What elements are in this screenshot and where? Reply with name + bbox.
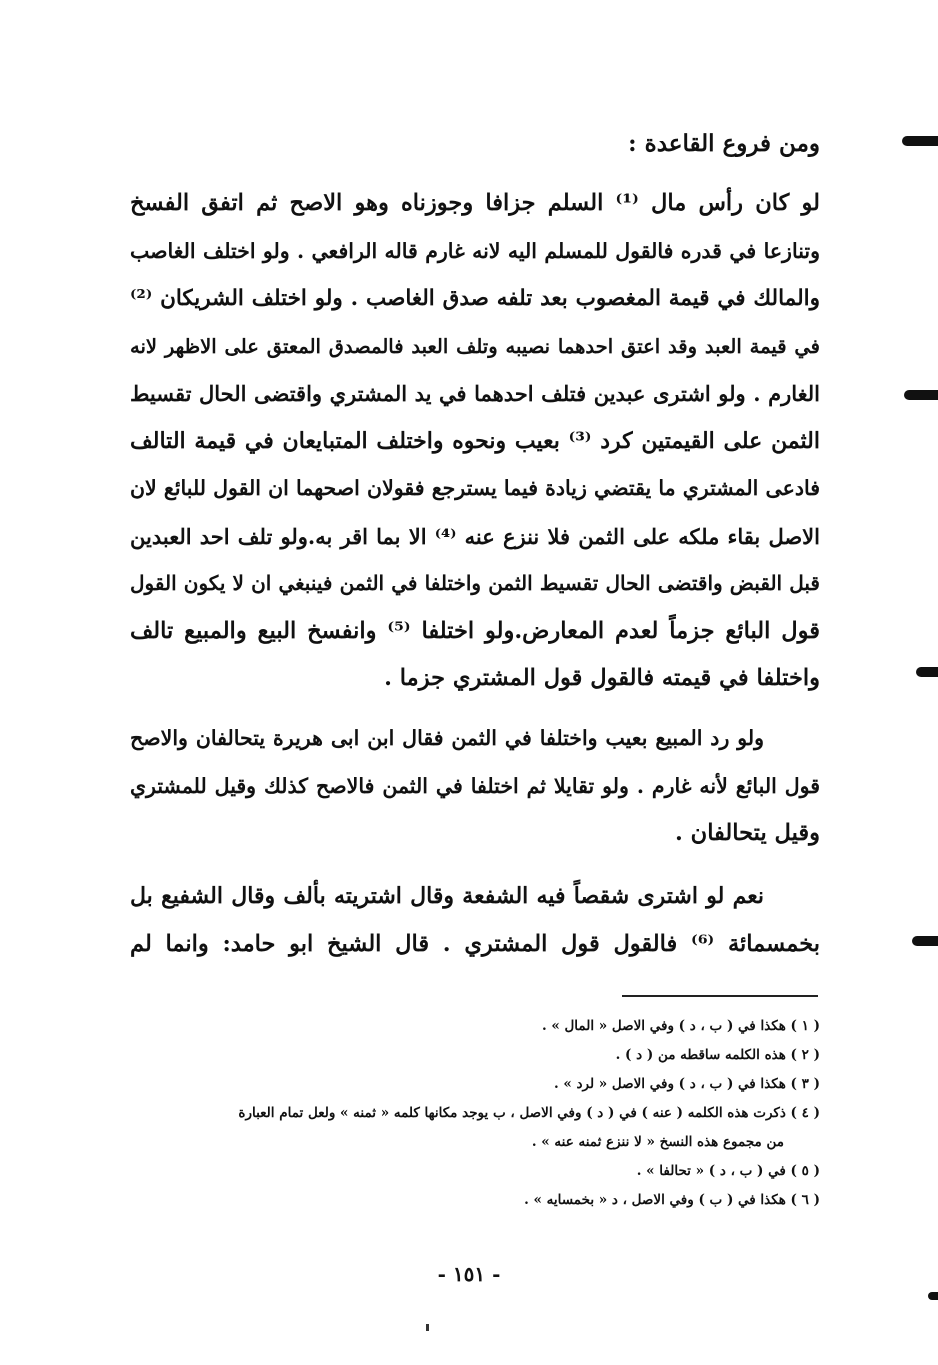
footnote: ( ١ ) هكذا في ( ب ، د ) وفي الاصل « المال » . [541, 1018, 820, 1034]
text-line: وقيل يتحالفان . [675, 820, 820, 846]
text-line: الغارم . ولو اشترى عبدين فتلف احدهما في يد المشتري واقتضى الحال تقسيط [130, 381, 820, 406]
text-line: قول البائع جزماً لعدم المعارض.ولو اختلفا ⁽⁵⁾ وانفسخ البيع والمبيع تالف [130, 617, 820, 644]
section-heading: ومن فروع القاعدة : [628, 130, 820, 157]
text-line: بخمسمائة ⁽⁶⁾ فالقول قول المشتري . قال الشيخ ابو حامد: وانما لم [130, 930, 821, 957]
paragraph-2 [130, 715, 820, 858]
footnote-continuation: من مجموع هذه النسخ « لا ننزع ثمنه عنه » . [531, 1134, 784, 1150]
text-line: قبل القبض واقتضى الحال تقسيط الثمن واختلفا في الثمن فينبغي ان لا يكون القول [130, 571, 820, 595]
text-line: الاصل بقاء ملكه على الثمن فلا ننزع عنه ⁽⁴⁾ الا بما اقر به.ولو تلف احد العبدين [130, 523, 820, 549]
text-line: وتنازعا في قدره فالقول للمسلم اليه لانه غارم قاله الرافعي . ولو اختلف الغاصب [130, 238, 820, 263]
paragraph-1 [130, 180, 820, 703]
footnote: ( ٦ ) هكذا في ( ب ) وفي الاصل ، د « بخمسايه » . [524, 1192, 820, 1208]
footnote: ( ٣ ) هكذا في ( ب ، د ) وفي الاصل « لرد » . [553, 1076, 820, 1092]
text-line: قول البائع لأنه غارم . ولو تقايلا ثم اختلفا في الثمن فالاصح كذلك وقيل للمشتري [130, 773, 820, 798]
scan-edge-mark [916, 667, 938, 677]
text-line: ولو رد المبيع بعيب واختلفا في الثمن فقال ابن ابى هريرة يتحالفان والاصح [130, 726, 764, 750]
text-line: نعم لو اشترى شقصاً فيه الشفعة وقال اشتريته بألف وقال الشفيع بل [130, 883, 764, 909]
footnote: ( ٥ ) في ( ب ، د ) « تحالفا » . [636, 1163, 820, 1179]
text-line: واختلفا في قيمته فالقول قول المشتري جزما . [384, 665, 820, 691]
text-line: في قيمة العبد وقد اعتق احدهما نصيبه وتلف العبد فالمصدق المعتق على الاظهر لانه [130, 334, 820, 358]
scan-speck [426, 1324, 429, 1331]
page-number: - ١٥١ - [437, 1262, 501, 1286]
text-line: الثمن على القيمتين كرد ⁽³⁾ بعيب ونحوه واختلف المتبايعان في قيمة التالف [130, 427, 820, 454]
text-line: فادعى المشتري ما يقتضي زيادة فيما يسترجع فقولان اصحهما ان القول للبائع لان [130, 476, 820, 500]
footnotes [120, 1012, 820, 1215]
text-line: والمالك في قيمة المغصوب بعد تلفه صدق الغاصب . ولو اختلف الشريكان ⁽²⁾ [130, 286, 820, 311]
scan-edge-mark [928, 1292, 938, 1300]
footnote: ( ٢ ) هذه الكلمه ساقطه من ( د ) . [615, 1047, 820, 1063]
footnote-divider [622, 995, 818, 997]
footnote: ( ٤ ) ذكرت هذه الكلمه ( عنه ) في ( د ) وفي الاصل ، ب يوجد مكانها كلمه « ثمنه » ولعل تمام العبارة [238, 1105, 820, 1121]
scan-edge-mark [902, 136, 938, 146]
scan-edge-mark [904, 390, 938, 400]
scan-edge-mark [912, 936, 938, 946]
paragraph-3 [130, 873, 820, 968]
text-line: لو كان رأس مال ⁽¹⁾ السلم جزافا وجوزناه وهو الاصح ثم اتفق الفسخ [130, 190, 820, 216]
